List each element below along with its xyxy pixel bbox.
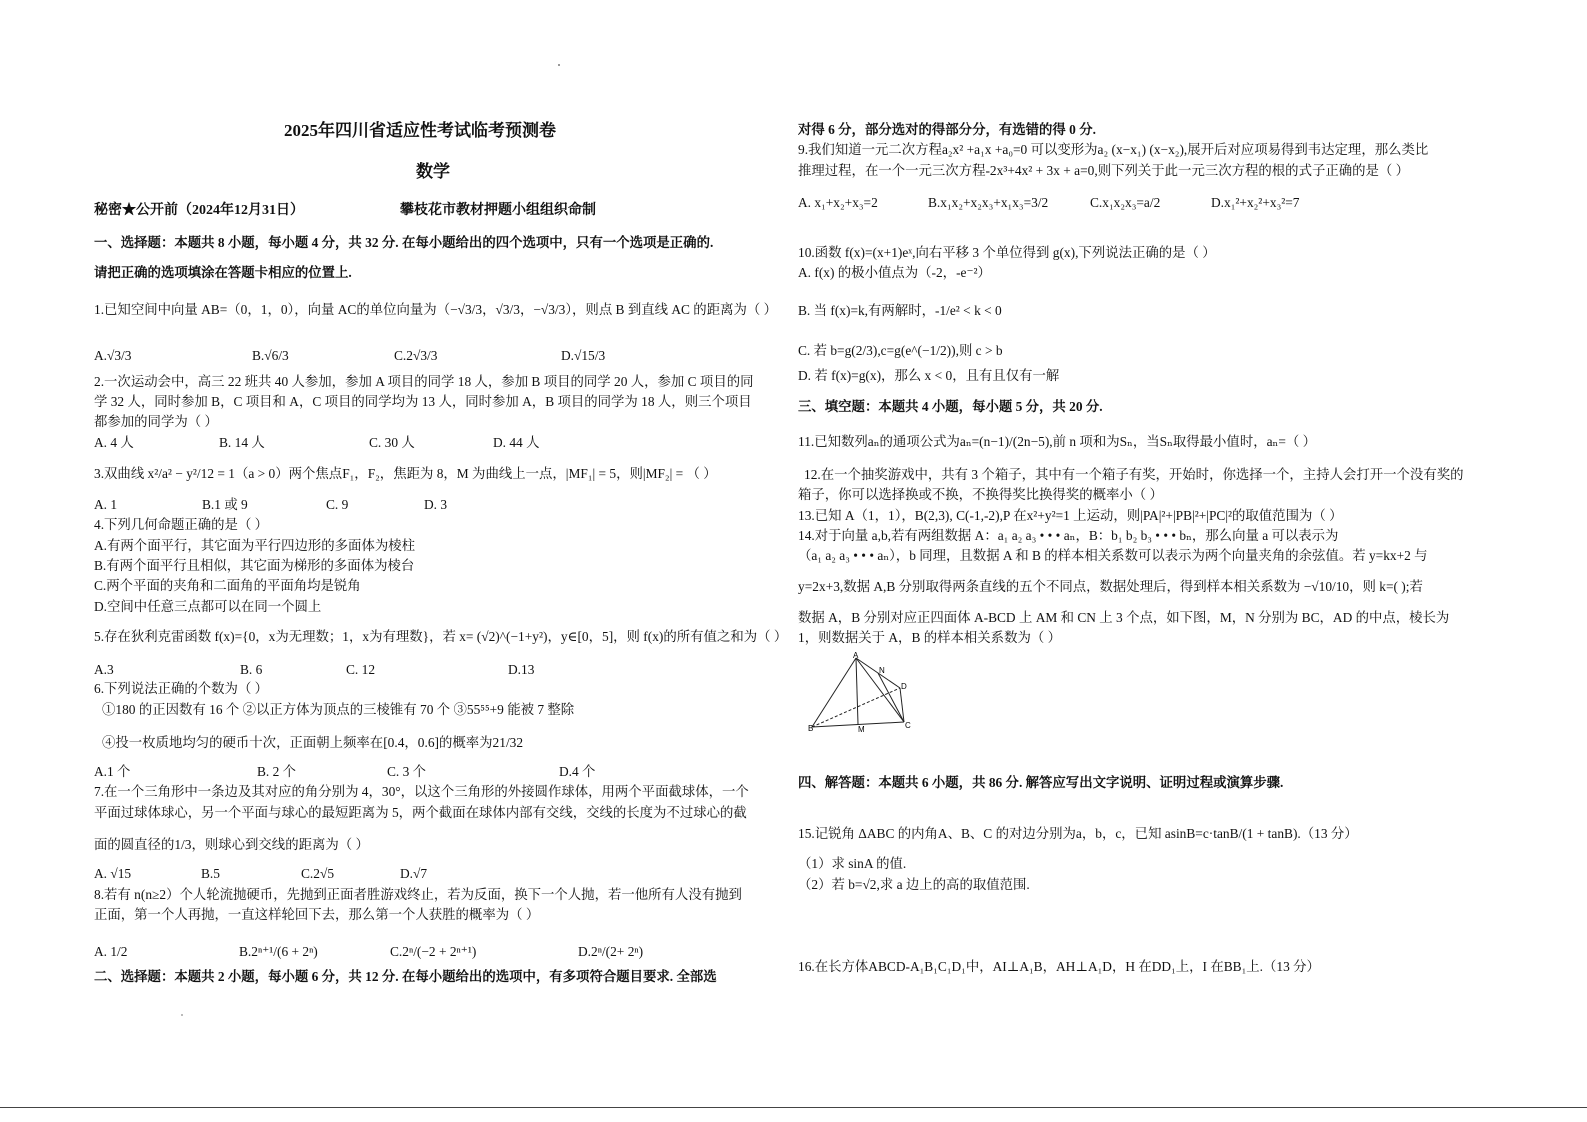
question-3-stem: 3.双曲线 x²/a² − y²/12 = 1（a > 0）两个焦点F₁，F₂，焦距为 8，M 为曲线上一点，|MF₁| = 5，则|MF₂| = （ ）	[94, 466, 717, 481]
subject-title: 数学	[416, 162, 450, 181]
section-3-header: 三、填空题：本题共 4 小题，每小题 5 分，共 20 分.	[798, 399, 1103, 414]
question-2-line: 都参加的同学为（ ）	[94, 414, 218, 429]
option-d: D.x₁²+x₂²+x₃²=7	[1211, 195, 1300, 210]
label-m: M	[858, 725, 865, 732]
meta-confidential: 秘密★公开前（2024年12月31日）	[94, 203, 304, 218]
question-12-line: 箱子，你可以选择换或不换，不换得奖比换得奖的概率小（ ）	[798, 487, 1163, 502]
option-a: A.3	[94, 662, 114, 677]
exam-title: 2025年四川省适应性考试临考预测卷	[284, 121, 556, 140]
segment-am	[856, 658, 858, 724]
option-d: D.√15/3	[561, 348, 606, 363]
option-b: B. 2 个	[257, 764, 297, 779]
section-1-header: 一、选择题：本题共 8 小题，每小题 4 分，共 32 分. 在每小题给出的四个选项中，只有一个选项是正确的.	[94, 235, 714, 250]
option-b: B. 6	[240, 662, 263, 677]
question-2-line: 学 32 人，同时参加 B，C 项目和 A，C 项目的同学均为 13 人，同时参加 A，B 项目的同学为 18 人，则三个项目	[94, 394, 752, 409]
question-4-line: 4.下列几何命题正确的是（ ）	[94, 517, 269, 532]
label-c: C	[905, 721, 911, 730]
option-d: D. 44 人	[493, 435, 540, 450]
scan-speck	[181, 1014, 183, 1016]
section-4-header: 四、解答题：本题共 6 小题，共 86 分. 解答应写出文字说明、证明过程或演算步骤.	[798, 775, 1284, 790]
option-d: D.4 个	[559, 764, 596, 779]
question-5-stem: 5.存在狄利克雷函数 f(x)={0，x为无理数；1，x为有理数}，若 x= (√2)^(−1+y²)，y∈[0，5]，则 f(x)的所有值之和为（ ）	[94, 629, 788, 644]
question-7-line: 面的圆直径的1/3，则球心到交线的距离为（ ）	[94, 837, 369, 852]
option-b: B.1 或 9	[202, 497, 248, 512]
option-d: D.13	[508, 662, 535, 677]
option-c: C. 9	[326, 497, 349, 512]
option-b: B.2ⁿ⁺¹/(6 + 2ⁿ)	[239, 944, 318, 959]
label-d: D	[901, 682, 907, 691]
label-a: A	[853, 652, 859, 660]
segment-cn	[878, 673, 904, 722]
question-13: 13.已知 A（1，1），B(2,3), C(-1,-2),P 在x²+y²=1 上运动，则|PA|²+|PB|²+|PC|²的取值范围为（ ）	[798, 508, 1343, 523]
option-a: A. √15	[94, 866, 132, 881]
option-b: B.x₁x₂+x₂x₃+x₁x₃=3/2	[928, 195, 1049, 210]
option-a: A.1 个	[94, 764, 131, 779]
question-6-line: ①180 的正因数有 16 个 ②以正方体为顶点的三棱锥有 70 个 ③55⁵⁵+9 能被 7 整除	[102, 702, 575, 717]
question-10-option: C. 若 b=g(2/3),c=g(e^(−1/2)),则 c > b	[798, 343, 1003, 358]
section-2-header: 二、选择题：本题共 2 小题，每小题 6 分，共 12 分. 在每小题给出的选项中，有多项符合题目要求. 全部选	[94, 969, 717, 984]
option-a: A. 1/2	[94, 944, 128, 959]
option-d: D.2ⁿ/(2+ 2ⁿ)	[578, 944, 644, 959]
question-9-line: 9.我们知道一元二次方程a₂x² +a₁x +a₀=0 可以变形为a₂ (x−x₁) (x−x₂),展开后对应项易得到韦达定理，那么类比	[798, 142, 1429, 157]
question-16: 16.在长方体ABCD-A₁B₁C₁D₁中，AI⊥A₁B，AH⊥A₁D，H 在DD₁上，I 在BB₁上.（13 分）	[798, 959, 1320, 974]
question-4-option: C.两个平面的夹角和二面角的平面角均是锐角	[94, 578, 361, 593]
question-2-line: 2.一次运动会中，高三 22 班共 40 人参加，参加 A 项目的同学 18 人，参加 B 项目的同学 20 人，参加 C 项目的同	[94, 374, 754, 389]
question-15-line: 15.记锐角 ΔABC 的内角A、B、C 的对边分别为a，b，c，已知 asinB=c·tanB/(1 + tanB).（13 分）	[798, 826, 1358, 841]
option-b: B.5	[201, 866, 220, 881]
section-1-header: 请把正确的选项填涂在答题卡相应的位置上.	[94, 265, 352, 280]
option-c: C.x₁x₂x₃=a/2	[1090, 195, 1161, 210]
option-c: C. 3 个	[387, 764, 427, 779]
page-bottom-rule	[0, 1107, 1587, 1108]
question-10-option: A. f(x) 的极小值点为（-2，-e⁻²）	[798, 265, 991, 280]
question-6-line: 6.下列说法正确的个数为（ ）	[94, 681, 269, 696]
question-10-option: B. 当 f(x)=k,有两解时，-1/e² < k < 0	[798, 303, 1002, 318]
question-8-line: 8.若有 n(n≥2）个人轮流抛硬币，先抛到正面者胜游戏终止，若为反面，换下一个人抛，若一他所有人没有抛到	[94, 887, 742, 902]
question-4-option: D.空间中任意三点都可以在同一个圆上	[94, 599, 322, 614]
question-8-line: 正面，第一个人再抛，一直这样轮回下去，那么第一个人获胜的概率为（ ）	[94, 907, 540, 922]
meta-issuer: 攀枝花市教材押题小组组织命制	[400, 203, 596, 218]
question-14-line: 1，则数据关于 A，B 的样本相关系数为（ ）	[798, 630, 1061, 645]
option-a: A.√3/3	[94, 348, 132, 363]
edge-ab	[812, 658, 856, 727]
question-1-stem: 1.已知空间中向量 AB=（0，1，0），向量 AC的单位向量为（−√3/3，√3/3，−√3/3），则点 B 到直线 AC 的距离为（ ）	[94, 302, 777, 317]
option-c: C.2√3/3	[394, 348, 438, 363]
question-7-line: 平面过球体球心，另一个平面与球心的最短距离为 5，两个截面在球体内部有交线，交线的长度为不过球心的截	[94, 805, 747, 820]
option-c: C. 12	[346, 662, 376, 677]
question-14-line: （a₁ a₂ a₃ • • • aₙ），b 同理，且数据 A 和 B 的样本相关系数可以表示为两个向量夹角的余弦值。若 y=kx+2 与	[798, 548, 1428, 563]
option-c: C.2√5	[301, 866, 335, 881]
label-n: N	[879, 666, 885, 675]
option-a: A. x₁+x₂+x₃=2	[798, 195, 878, 210]
question-7-line: 7.在一个三角形中一条边及其对应的角分别为 4，30°，以这个三角形的外接圆作球体，用两个平面截球体，一个	[94, 784, 749, 799]
option-d: D.√7	[400, 866, 428, 881]
question-14-line: y=2x+3,数据 A,B 分别取得两条直线的五个不同点，数据处理后，得到样本相关系数为 −√10/10，则 k=( );若	[798, 579, 1423, 594]
question-14-line: 14.对于向量 a,b,若有两组数据 A：a₁ a₂ a₃ • • • aₙ，B：b₁ b₂ b₃ • • • bₙ，那么向量 a 可以表示为	[798, 528, 1339, 543]
question-6-line: ④投一枚质地均匀的硬币十次，正面朝上频率在[0.4，0.6]的概率为21/32	[102, 735, 524, 750]
option-c: C. 30 人	[369, 435, 415, 450]
label-b: B	[808, 724, 814, 732]
question-10-line: 10.函数 f(x)=(x+1)eˣ,向右平移 3 个单位得到 g(x),下列说法正确的是（ ）	[798, 245, 1216, 260]
question-10-option: D. 若 f(x)=g(x)，那么 x < 0，且有且仅有一解	[798, 368, 1060, 383]
option-b: B.√6/3	[252, 348, 289, 363]
option-c: C.2ⁿ/(−2 + 2ⁿ⁺¹)	[390, 944, 477, 959]
section-2-header: 对得 6 分，部分选对的得部分分，有选错的得 0 分.	[798, 122, 1096, 137]
option-a: A. 1	[94, 497, 118, 512]
question-15-part: （1）求 sinA 的值.	[798, 856, 907, 871]
edge-bd-hidden	[812, 688, 900, 727]
question-11: 11.已知数列aₙ的通项公式为aₙ=(n−1)/(2n−5),前 n 项和为Sₙ，当Sₙ取得最小值时，aₙ=（ ）	[798, 434, 1317, 449]
option-b: B. 14 人	[219, 435, 265, 450]
scan-speck	[558, 64, 560, 66]
tetrahedron-figure	[808, 652, 918, 732]
option-d: D. 3	[424, 497, 448, 512]
question-4-option: B.有两个面平行且相似，其它面为梯形的多面体为棱台	[94, 558, 415, 573]
question-4-option: A.有两个面平行，其它面为平行四边形的多面体为棱柱	[94, 538, 416, 553]
option-a: A. 4 人	[94, 435, 134, 450]
question-9-line: 推理过程，在一个一元三次方程-2x³+4x² + 3x + a=0,则下列关于此一元三次方程的根的式子正确的是（ ）	[798, 163, 1410, 178]
question-15-part: （2）若 b=√2,求 a 边上的高的取值范围.	[798, 877, 1030, 892]
question-12-line: 12.在一个抽奖游戏中，共有 3 个箱子，其中有一个箱子有奖，开始时，你选择一个，主持人会打开一个没有奖的	[804, 467, 1464, 482]
question-14-line: 数据 A，B 分别对应正四面体 A-BCD 上 AM 和 CN 上 3 个点，如下图，M，N 分别为 BC，AD 的中点，棱长为	[798, 610, 1450, 625]
